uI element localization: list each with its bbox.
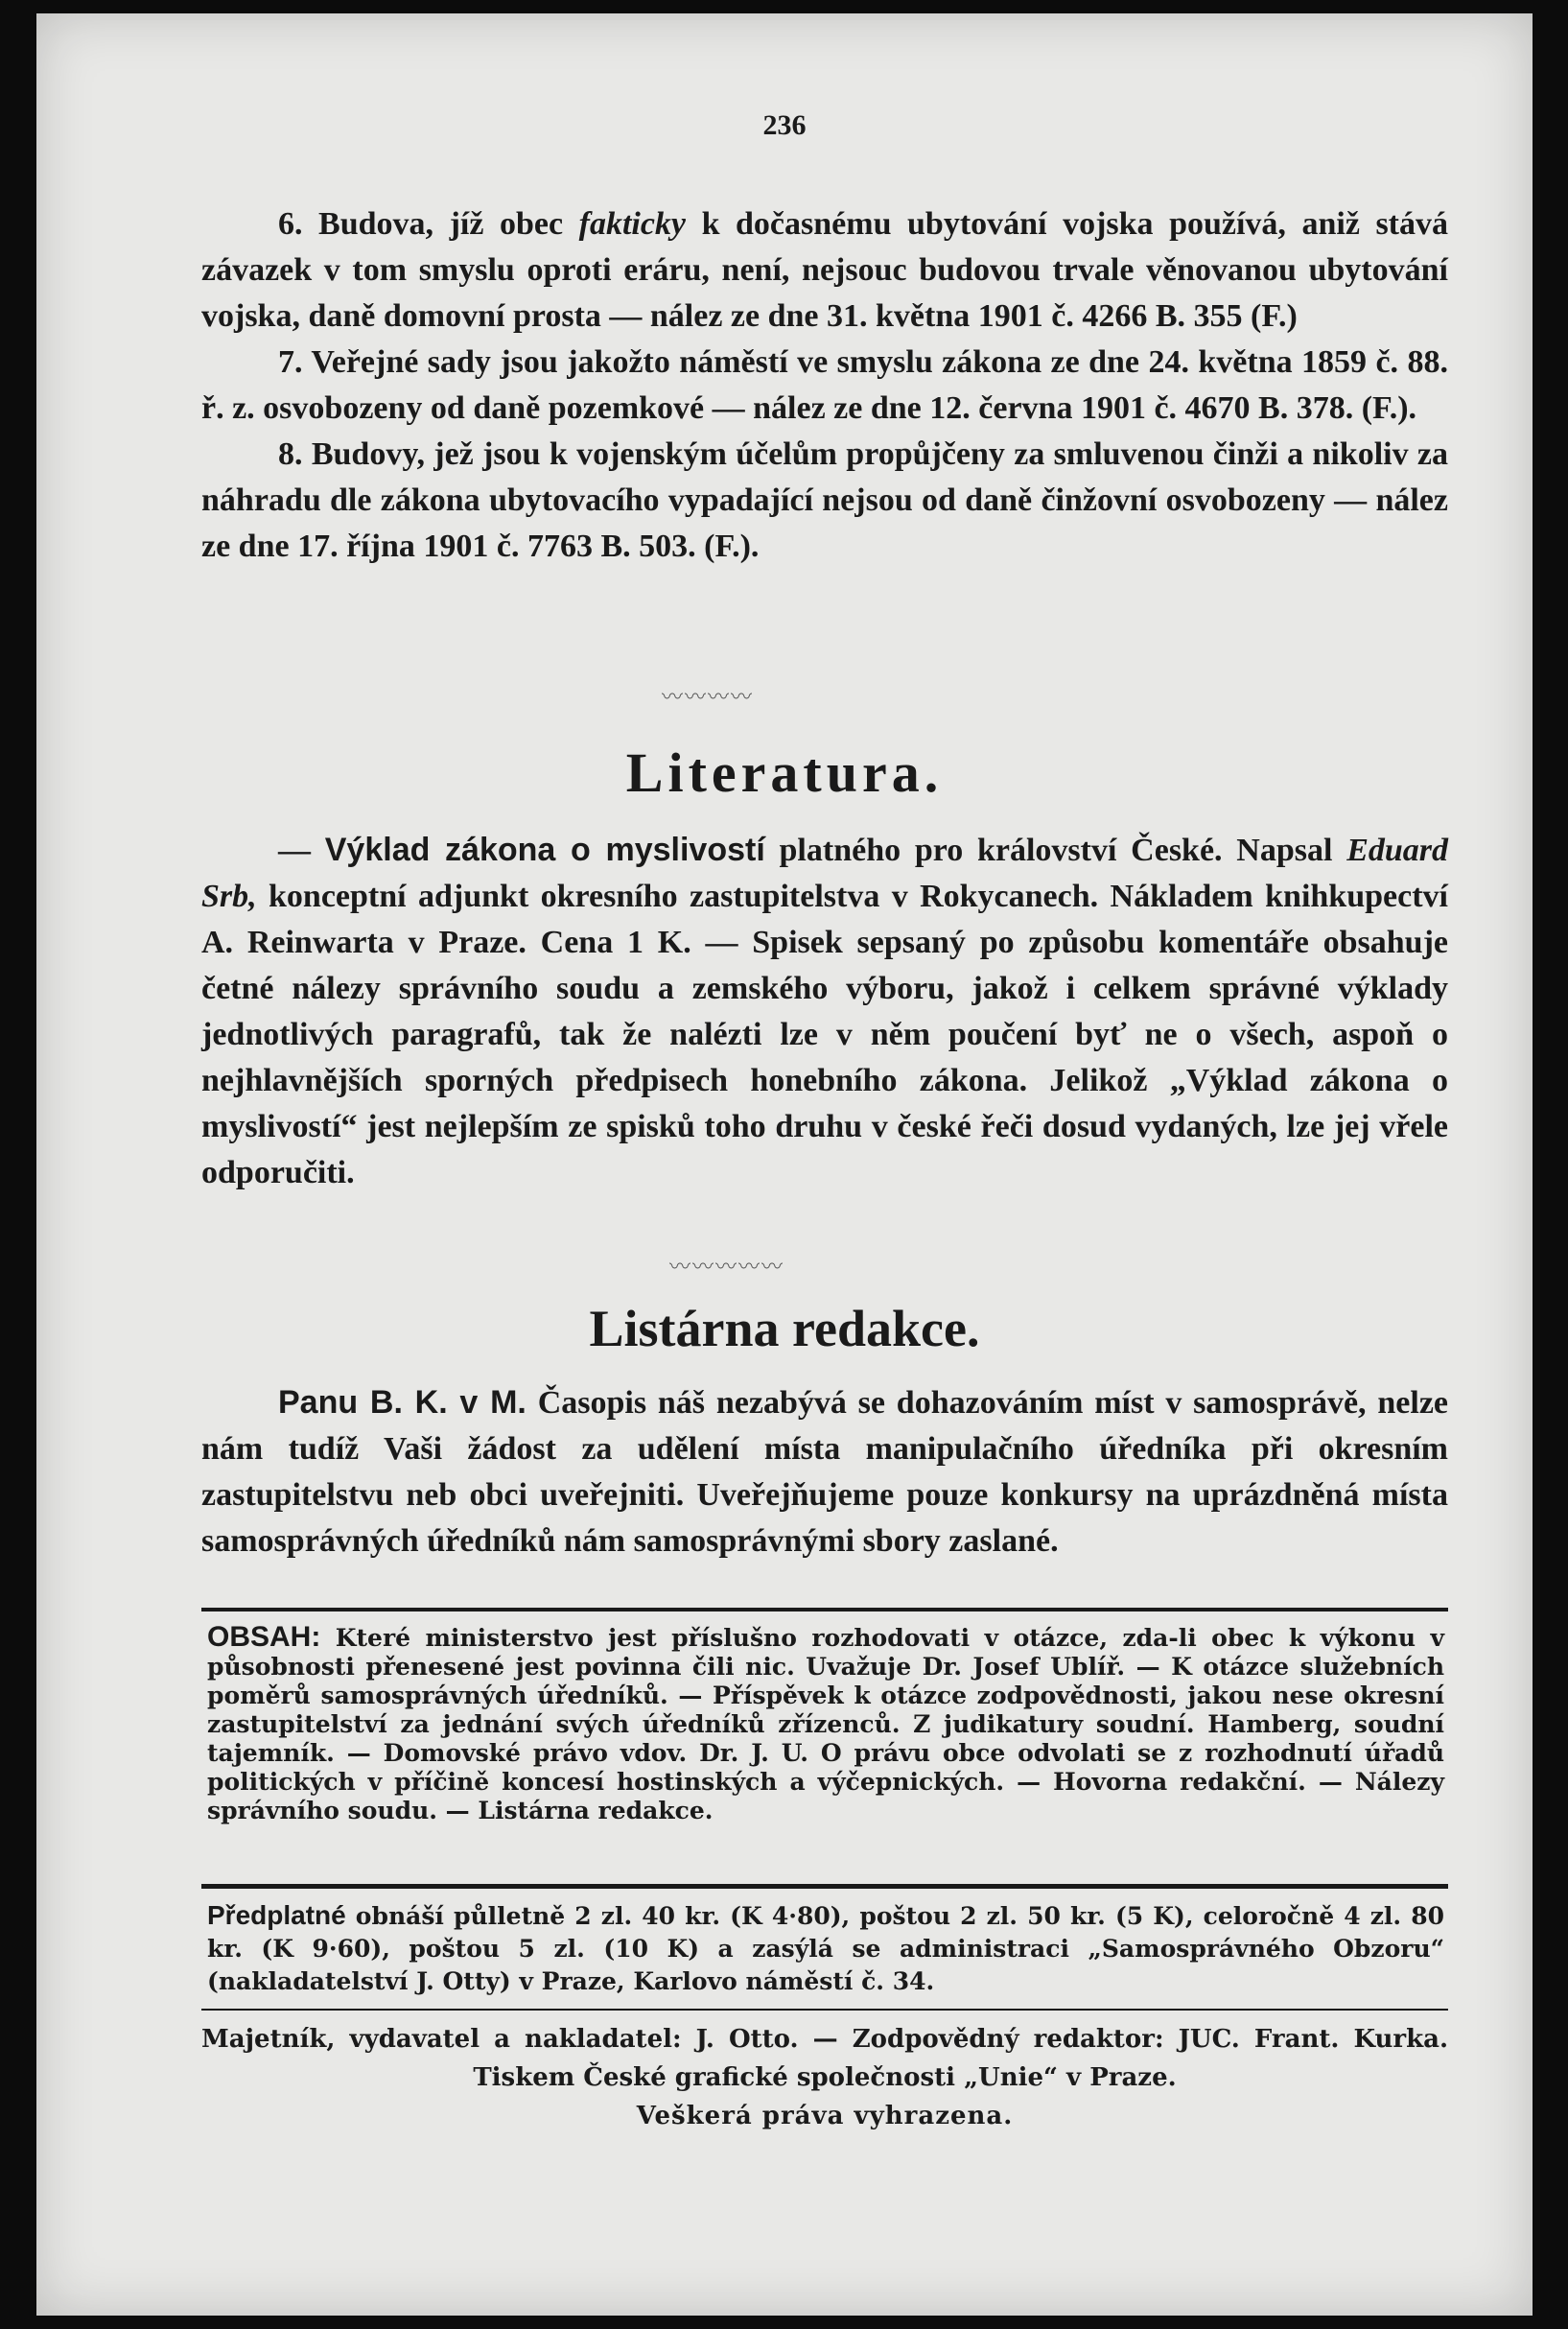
literatura-section [201,827,1448,1196]
court-findings-section [201,201,1448,570]
imprint-rights: Veškerá práva vyhrazena. [636,2102,1014,2130]
table-of-contents: OBSAH: Které ministerstvo jest příslušno rozhodovati v otázce, zda-li obec k výkonu v působnosti přenesené jest povinna čili nic. Uvažuje Dr. Josef Ublíř. — K otázce služebních poměrů samosprávných úředníků. — Příspěvek k otázce zodpovědnosti, jakou nese okresní zastupitelství za jednání svých úředníků zřízenců. Z judikatury soudní. Hamberg, soudní tajemník. — Domovské právo vdov. Dr. J. U. O právu obce odvolati se z rozhodnutí úřadů politických v příčině koncesí hostinských a výčepnických. — Hovorna redakční. — Nálezy správního soudu. — Listárna redakce. [207,1621,1444,1824]
literatura-heading: Literatura. [625,741,944,804]
subscription-info: Předplatné obnáší půlletně 2 zl. 40 kr. (K 4·80), poštou 2 zl. 50 kr. (5 K), celoročně 4 zl. 80 kr. (K 9·60), poštou 5 zl. (10 K) a zasýlá se administraci „Samosprávného Obzoru“ (nakladatelství J. Otty) v Praze, Karlovo náměstí č. 34. [207,1900,1444,1995]
book-review: — Výklad zákona o myslivostí platného pro království České. Napsal Eduard Srb, konceptní adjunkt okresního zastupitelstva v Rokycanech. Nákladem knihkupectví A. Reinwarta v Praze. Cena 1 K. — Spisek sepsaný po způsobu komentáře obsahuje četné nálezy správního soudu a zemského výboru, jakož i celkem správné výklady jednotlivých paragrafů, tak že nalézti lze v něm poučení byť ne o všech, aspoň o nejhlavnějších sporných předpisech honebního zákona. Jelikož „Výklad zákona o myslivostí“ jest nejlepším ze spisků toho druhu v české řeči dosud vydaných, lze jej vřele odporučiti. [201,832,1449,1190]
listarna-section [201,1379,1448,1564]
divider-rule [201,1884,1448,1889]
imprint-printer: Tiskem České grafické společnosti „Unie“ v Praze. [473,2063,1177,2092]
divider-rule [201,2009,1448,2011]
book-title: Výklad zákona o myslivostí [324,832,765,868]
ornamental-divider: 〰〰〰〰〰 [668,1255,784,1279]
imprint-publisher: Majetník, vydavatel a nakladatel: J. Otto. — Zodpovědný redaktor: JUC. Frant. Kurka. [201,2025,1448,2054]
reply-salutation: Panu B. K. v M. [278,1384,527,1421]
ornamental-divider: 〰〰〰〰 [661,685,754,709]
imprint [201,2020,1448,2135]
editorial-reply: Panu B. K. v M. Časopis náš nezabývá se dohazováním míst v samosprávě, nelze nám tudíž Vaši žádost za udělení místa manipulačního úředníka při okresním zastupitelstvu neb obci uveřejniti. Uveřejňujeme pouze konkursy na uprázdněná místa samosprávných úředníků nám samosprávnými sbory zaslané. [201,1384,1449,1559]
finding-8: 8. Budovy, jež jsou k vojenským účelům propůjčeny za smluvenou činži a nikoliv za náhradu dle zákona ubytovacího vypadající nejsou od daně činžovní osvobozeny — nález ze dne 17. října 1901 č. 7763 B. 503. (F.). [201,436,1448,564]
subscription-label: Předplatné [207,1900,346,1930]
finding-7: 7. Veřejné sady jsou jakožto náměstí ve smyslu zákona ze dne 24. května 1859 č. 88. ř. z. osvobozeny od daně pozemkové — nález ze dne 12. června 1901 č. 4670 B. 378. (F.). [201,344,1448,426]
finding-6-emphasis: fakticky [578,206,687,242]
divider-rule [201,1608,1448,1611]
finding-6: 6. Budova, jíž obec fakticky k dočasnému ubytování vojska používá, aniž stává závazek v tom smyslu oproti eráru, není, nejsouc budovou trvale věnovanou ubytování vojska, daně domovní prosta — nález ze dne 31. května 1901 č. 4266 B. 355 (F.) [201,206,1449,334]
author-name: Eduard Srb, [201,833,1449,914]
listarna-heading: Listárna redakce. [589,1300,980,1357]
contents-label: OBSAH: [207,1621,321,1653]
document-page [36,13,1533,2316]
page-number: 236 [762,109,807,141]
